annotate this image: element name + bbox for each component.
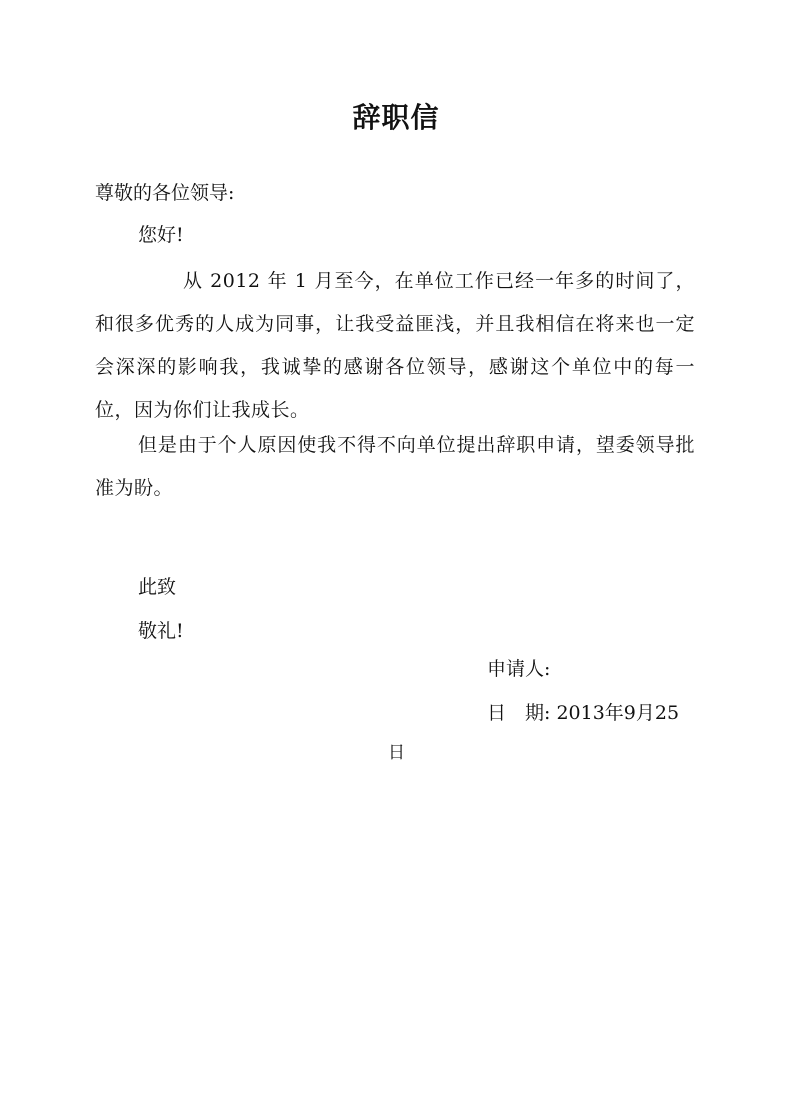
closing-line-2: 敬礼!: [138, 620, 184, 642]
body-paragraph-2: 但是由于个人原因使我不得不向单位提出辞职申请，望委领导批准为盼。: [95, 434, 695, 499]
salutation: 尊敬的各位领导:: [95, 182, 235, 204]
closing-line-1: 此致: [138, 576, 177, 598]
greeting: 您好!: [138, 224, 184, 246]
date-suffix: 日: [388, 743, 405, 763]
body-paragraph-1: 从 2012 年 1 月至今，在单位工作已经一年多的时间了，和很多优秀的人成为同事，让我受益匪浅，并且我相信在将来也一定会深深的影响我，我诚挚的感谢各位领导，感谢这个单位中的每一位，因为你们让我成长。: [95, 270, 695, 421]
date-value: 2013年9月25: [556, 702, 680, 724]
letter-title: 辞职信: [352, 101, 440, 134]
date-label: 日 期:: [487, 702, 551, 724]
date-row: [487, 700, 679, 726]
applicant-label: 申请人:: [487, 658, 551, 680]
